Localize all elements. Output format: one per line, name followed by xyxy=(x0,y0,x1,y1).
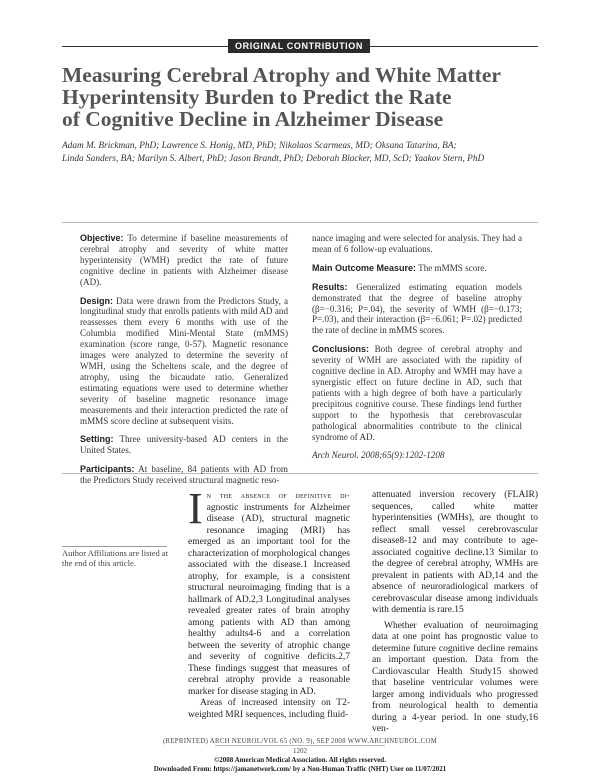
body-paragraph-3: attenuated inversion recovery (FLAIR) sequences, called white matter hyperintensities (WMHs), are thought to reflect small vessel cerebrovascular disease8-12 and may contribute to age-associated cognitive decline.13 Similar to the degree of cerebral atrophy, WMHs are prevalent in patients with AD,14 and the absence of neuroradiological markers of cerebrovascular disease among individuals with dementia is rare.15 xyxy=(372,490,538,615)
title-line-2: Hyperintensity Burden to Predict the Rate xyxy=(62,85,452,109)
conclusions-label: Conclusions: xyxy=(312,344,370,355)
results-label: Results: xyxy=(312,281,348,292)
outcome-label: Main Outcome Measure: xyxy=(312,262,417,273)
conclusions-text: Both degree of cerebral atrophy and severity of WMH are associated with the rapidity of cognitive decline in AD. Atrophy and WMH may have a synergistic effect on future decline in AD, such that patients with a high degree of both have a particularly precipitous cognitive course. These findings lend further support to the hypothesis that cerebrovascular pathological abnormalities contribute to the clinical syndrome of AD. xyxy=(312,344,523,442)
intro-text: agnostic instruments for Alzheimer disease (AD), structural magnetic resonance imaging (MRI) has emerged as an important tool for the characterization of morphological changes associated with the disease.1 Increased atrophy, for example, is a consistent structural neuroimaging finding that is a hallmark of AD.2,3 Longitudinal analyses revealed greater rates of brain atrophy among patients with AD than among healthy adults4-6 and a correlation between the severity of atrophic change and severity of cognitive deficits.2,7 These findings suggest that measures of cerebral atrophy provide a reasonable marker for disease staging in AD. xyxy=(188,502,350,697)
abstract-left-column xyxy=(80,233,288,494)
design-text: Data were drawn from the Predictors Study, a longitudinal study that enrolls patients with mild AD and reassesses them every 6 months with use of the Columbia modified Mini-Mental State (mMMS) examination (score range, 0-57). Magnetic resonance images were analyzed to determine the severity of WMH, using the Scheltens scale, and the degree of atrophy, using the bicaudate ratio. Generalized estimating equations were used to determine whether severity of baseline magnetic resonance image measurements and their interaction predicted the rate of mMMS score decline at subsequent visits. xyxy=(80,295,288,426)
design-label: Design: xyxy=(80,295,114,306)
authors-line-2: Linda Sanders, BA; Marilyn S. Albert, PhD; Jason Brandt, PhD; Deborah Blacker, MD, ScD; Yaakov Stern, PhD xyxy=(62,154,485,164)
journal-footer: (REPRINTED) ARCH NEUROL/VOL 65 (NO. 9), SEP 2008 WWW.ARCHNEUROL.COM xyxy=(162,738,438,745)
outcome-paragraph xyxy=(312,263,522,274)
download-notice: Downloaded From: https://jamanetwork.com/ by a Non-Human Traffic (NHT) User on 11/07/2021 xyxy=(153,765,447,773)
drop-cap: I xyxy=(188,484,203,533)
outcome-text: The mMMS score. xyxy=(418,262,487,273)
author-list xyxy=(62,140,562,166)
results-paragraph xyxy=(312,282,522,337)
abstract-right-column xyxy=(312,233,522,469)
affiliation-rule xyxy=(62,546,167,547)
page-number: 1202 xyxy=(293,747,307,755)
conclusions-paragraph xyxy=(312,344,522,442)
body-column-2 xyxy=(372,490,538,736)
objective-label: Objective: xyxy=(80,233,124,243)
citation: Arch Neurol. 2008;65(9):1202-1208 xyxy=(312,450,445,461)
title-line-3: of Cognitive Decline in Alzheimer Disease xyxy=(62,107,444,131)
authors-line-1: Adam M. Brickman, PhD; Lawrence S. Honig, MD, PhD; Nikolaos Scarmeas, MD; Oksana Tatarina, BA; xyxy=(62,141,457,151)
title-line-1: Measuring Cerebral Atrophy and White Matter xyxy=(62,63,501,87)
body-paragraph-2: Areas of increased intensity on T2-weighted MRI sequences, including fluid- xyxy=(188,698,350,720)
author-affiliations-note: Author Affiliations are listed at the end of this article. xyxy=(62,548,169,568)
setting-label: Setting: xyxy=(80,434,114,445)
objective-paragraph xyxy=(80,233,288,288)
copyright-notice: ©2008 American Medical Association. All rights reserved. xyxy=(214,756,386,764)
participants-label: Participants: xyxy=(80,464,135,475)
results-text: Generalized estimating equation models demonstrated that the degree of baseline atrophy (β=−0.316; P=.04), the severity of WMH (β=−0.173; P=.03), and their interaction (β=−6.061; P=.02) predicted the rate of decline in mMMS scores. xyxy=(312,281,522,336)
design-paragraph xyxy=(80,296,288,427)
participants-continued: nance imaging and were selected for analysis. They had a mean of 6 follow-up evaluations. xyxy=(312,233,522,254)
objective-text: To determine if baseline measurements of cerebral atrophy and severity of white matter hyperintensity (WMH) predict the rate of future cognitive decline in patients with Alzheimer disease (AD). xyxy=(80,233,289,287)
participants-paragraph xyxy=(80,464,288,486)
intro-paragraph xyxy=(188,484,350,698)
section-tag: ORIGINAL CONTRIBUTION xyxy=(228,39,370,53)
setting-paragraph xyxy=(80,434,288,456)
participants-text: At baseline, 84 patients with AD from the Predictors Study received structural magnetic reso- xyxy=(80,464,288,486)
article-title xyxy=(62,64,552,130)
body-column-1 xyxy=(188,484,350,721)
setting-text: Three university-based AD centers in the United States. xyxy=(80,434,288,456)
lead-in: n the absence of definitive di- xyxy=(206,491,350,500)
footer-rule xyxy=(215,745,385,746)
body-paragraph-4: Whether evaluation of neuroimaging data at one point has prognostic value to determine future cognitive decline remains an important question. Data from the Cardiovascular Health Study15 showed that baseline ventricular volumes were larger among individuals who progressed from neurological health to dementia during a 4-year period. In one study,16 ven- xyxy=(372,620,538,734)
